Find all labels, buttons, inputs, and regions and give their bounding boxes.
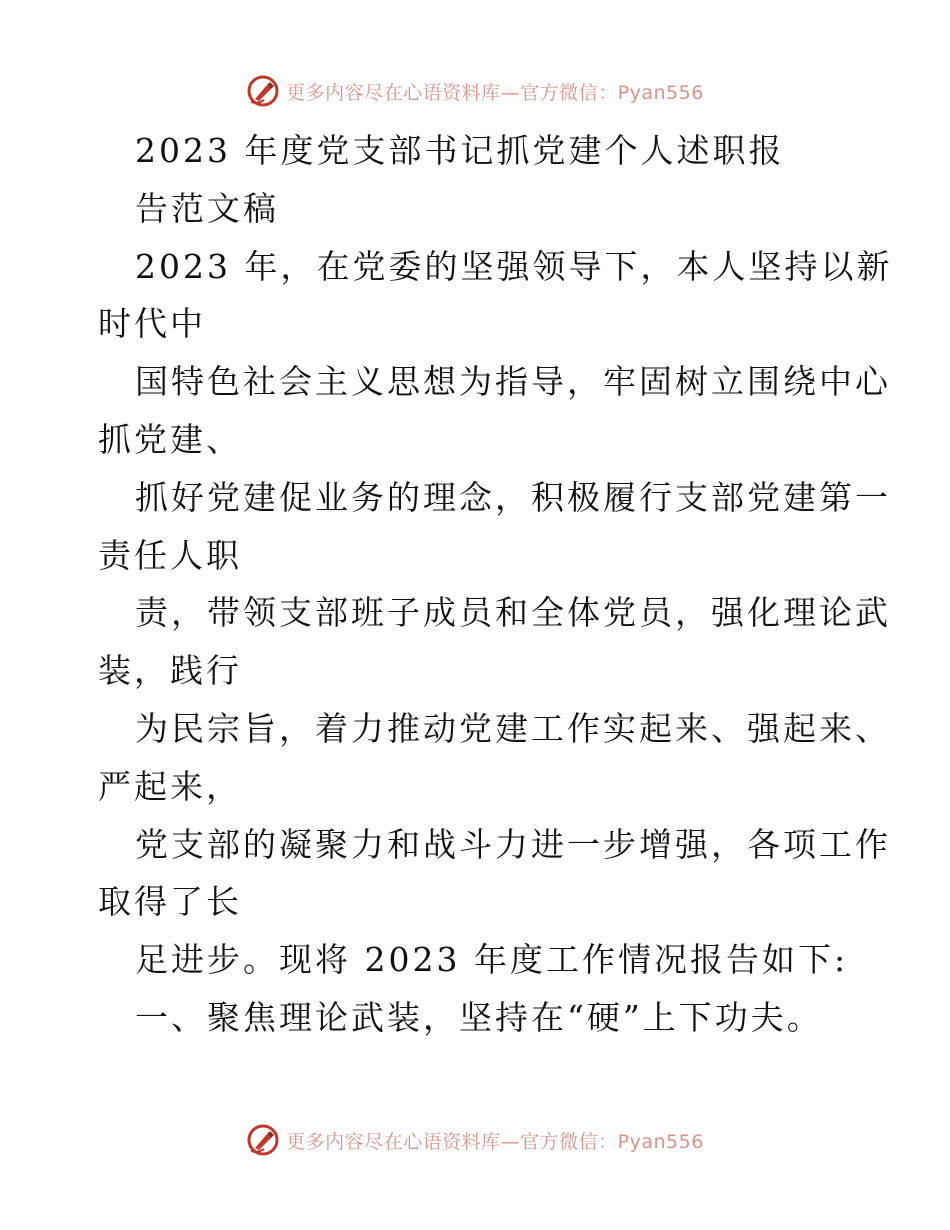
doc-line-5: 国特色社会主义思想为指导，牢固树立围绕中心 bbox=[135, 362, 891, 402]
pen-logo-icon bbox=[246, 1123, 280, 1157]
doc-line-3: 2023 年，在党委的坚强领导下，本人坚持以新 bbox=[135, 246, 893, 286]
document-body bbox=[98, 122, 893, 1047]
doc-line-14: 取得了长 bbox=[98, 882, 242, 922]
doc-line-6: 抓党建、 bbox=[98, 419, 242, 459]
doc-line-16: 一、聚焦理论武装，坚持在“硬”上下功夫。 bbox=[135, 997, 823, 1037]
pen-logo-icon bbox=[246, 74, 280, 108]
doc-line-15: 足进步。现将 2023 年度工作情况报告如下: bbox=[135, 940, 849, 980]
doc-line-2: 告范文稿 bbox=[135, 188, 279, 228]
doc-line-8: 责任人职 bbox=[98, 535, 242, 575]
doc-line-13: 党支部的凝聚力和战斗力进一步增强，各项工作 bbox=[135, 824, 891, 864]
doc-line-1: 2023 年度党支部书记抓党建个人述职报 bbox=[135, 131, 785, 170]
doc-line-12: 严起来， bbox=[98, 766, 242, 806]
watermark-text: 更多内容尽在心语资料库—官方微信：Pyan556 bbox=[286, 1130, 704, 1153]
watermark-text: 更多内容尽在心语资料库—官方微信：Pyan556 bbox=[286, 81, 704, 104]
doc-line-10: 装，践行 bbox=[98, 651, 242, 691]
doc-line-11: 为民宗旨，着力推动党建工作实起来、强起来、 bbox=[135, 708, 891, 748]
doc-line-4: 时代中 bbox=[98, 304, 206, 344]
header-watermark bbox=[0, 71, 950, 111]
footer-watermark bbox=[0, 1120, 950, 1160]
doc-line-9: 责，带领支部班子成员和全体党员，强化理论武 bbox=[135, 593, 891, 633]
doc-line-7: 抓好党建促业务的理念，积极履行支部党建第一 bbox=[135, 477, 891, 517]
